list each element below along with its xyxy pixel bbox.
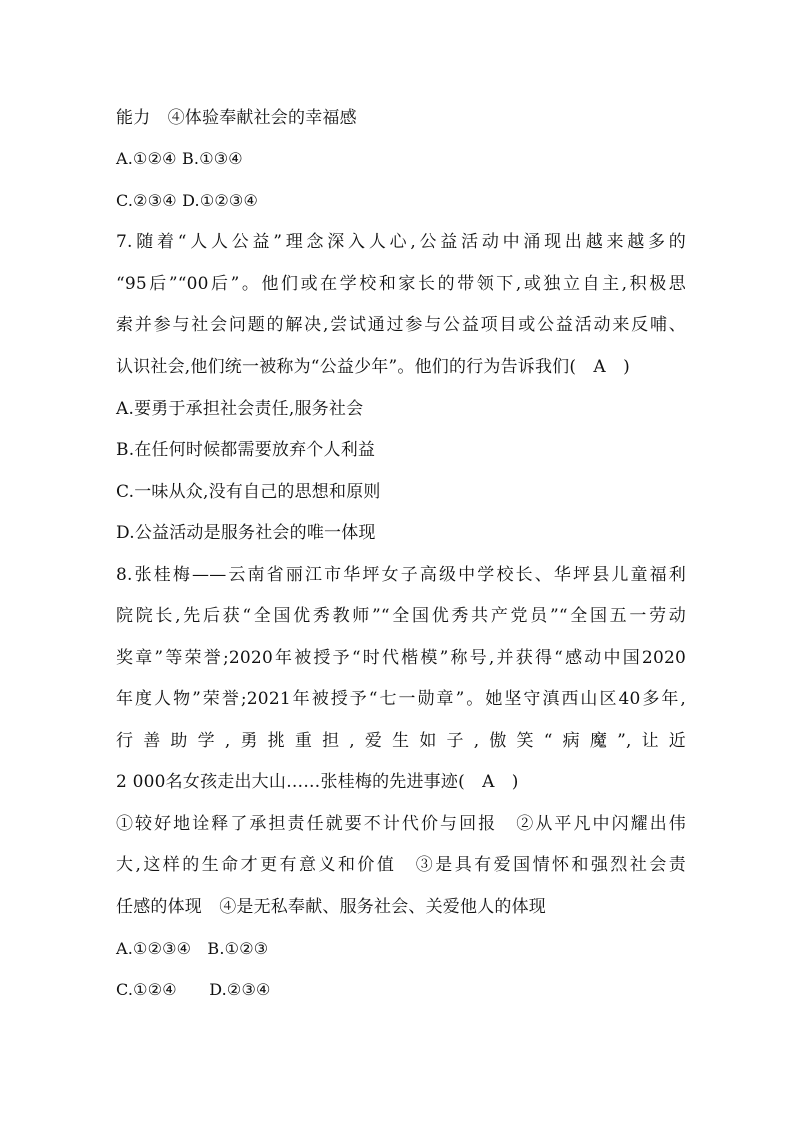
question-8-options-cd: C.①②④ D.②③④	[116, 980, 271, 999]
question-7-line-1: 7.随着“人人公益”理念深入人心,公益活动中涌现出越来越多的	[116, 232, 686, 252]
question-8-line-6: 2 000名女孩走出大山……张桂梅的先进事迹( A )	[116, 772, 519, 792]
text-line-3: C.②③④ D.①②③④	[116, 191, 258, 210]
question-8-options-ab: A.①②③④ B.①②③	[116, 939, 269, 958]
text-line-2: A.①②④ B.①③④	[116, 149, 243, 168]
question-7-line-2: “95后”“00后”。他们或在学校和家长的带领下,或独立自主,积极思	[116, 274, 686, 294]
question-8-line-5: 行善助学,勇挑重担,爱生如子,傲笑“病魔”,让近	[116, 731, 686, 751]
question-8-statement-line-3: 任感的体现 ④是无私奉献、服务社会、关爱他人的体现	[116, 897, 546, 917]
question-8-statement-line-2: 大,这样的生命才更有意义和价值 ③是具有爱国情怀和强烈社会责	[116, 855, 686, 875]
question-7-line-3: 索并参与社会问题的解决,尝试通过参与公益项目或公益活动来反哺、	[116, 315, 686, 335]
question-7-option-a: A.要勇于承担社会责任,服务社会	[116, 399, 364, 419]
question-8-statement-line-1: ①较好地诠释了承担责任就要不计代价与回报 ②从平凡中闪耀出伟	[116, 814, 686, 834]
question-8-line-3: 奖章”等荣誉;2020年被授予“时代楷模”称号,并获得“感动中国2020	[116, 648, 686, 668]
question-7-option-b: B.在任何时候都需要放弃个人利益	[116, 440, 376, 460]
question-8-line-2: 院院长,先后获“全国优秀教师”“全国优秀共产党员”“全国五一劳动	[116, 606, 686, 626]
question-7-line-4: 认识社会,他们统一被称为“公益少年”。他们的行为告诉我们( A )	[116, 357, 630, 377]
question-8-line-1: 8.张桂梅——云南省丽江市华坪女子高级中学校长、华坪县儿童福利	[116, 565, 686, 585]
question-7-option-c: C.一味从众,没有自己的思想和原则	[116, 482, 381, 502]
question-7-option-d: D.公益活动是服务社会的唯一体现	[116, 523, 376, 543]
text-line-1: 能力 ④体验奉献社会的幸福感	[116, 108, 357, 128]
question-8-line-4: 年度人物”荣誉;2021年被授予“七一勋章”。她坚守滇西山区40多年,	[116, 689, 686, 709]
